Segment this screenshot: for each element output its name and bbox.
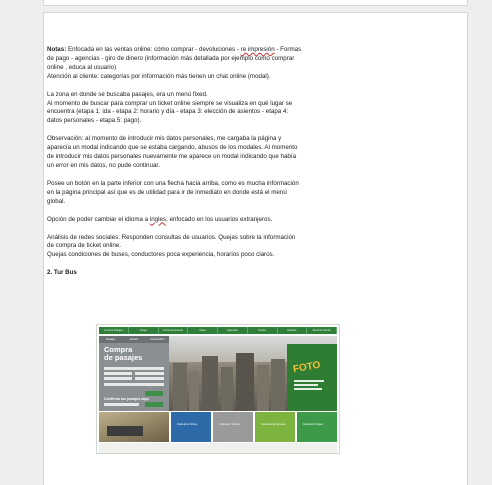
passengers-field (104, 383, 164, 386)
date-field (135, 372, 164, 375)
text-line: Al momento de buscar para comprar un ticket online siempre se visualiza en qué lugar se (47, 99, 293, 107)
text-line: Posee un botón en la parte inferior con una flecha hacia arriba, como es mucha información (47, 179, 299, 187)
building (271, 359, 285, 411)
building (202, 356, 218, 411)
panel-tab: Cancelación (150, 338, 165, 341)
panel-tabs (99, 336, 169, 343)
text-line: de introducir mis datos personales nuevamente me aparece un modal indicando que había (47, 153, 297, 161)
text-line: global. (47, 197, 66, 205)
hero-city-image (169, 336, 337, 411)
nav-item: Viajes (188, 327, 218, 334)
turbus-nav-bar (99, 327, 337, 334)
bus-shape (107, 426, 143, 436)
previous-page-edge (43, 0, 468, 6)
date-field (104, 372, 132, 375)
text-span: - Formas (274, 46, 302, 53)
building (257, 365, 269, 411)
panel-title: Compra de pasajes (104, 345, 143, 362)
text-line: aparecía un modal indicando que se estaba cargando, abusos de los modales. Al momento (47, 144, 298, 152)
bottom-row (99, 412, 337, 442)
panel-tab: Pasajes (106, 338, 116, 341)
text-line: Análisis de redes sociales: Responden consultas de usuarios. Quejas sobre la información (47, 233, 296, 241)
confirm-button (145, 402, 163, 407)
text-span: , enfocado en los usuarios extranjeros. (166, 215, 273, 223)
text-line: de compra de ticket online. (47, 242, 121, 250)
bus-photo (99, 412, 169, 442)
text-span: Opción de poder cambiar el idioma a (47, 215, 150, 223)
promo-line (294, 380, 324, 382)
paragraph-notas (47, 46, 359, 82)
document-body (47, 46, 359, 286)
text-line: La zona en donde se buscaba pasajes, era un menú fixed. (47, 90, 208, 98)
text-line: de pago - agencias - giro de dinero (información más detallada por ejemplo como comprar (47, 54, 295, 62)
section-heading: 2. Tur Bus (47, 269, 77, 277)
confirm-input (104, 403, 139, 406)
building (189, 371, 199, 411)
text-line: Quejas condiciones de buses, conductores poca experiencia, horarios poco claros. (47, 251, 275, 259)
text-line: datos personales - etapa 5: pago). (47, 117, 142, 125)
promo-word: FOTO (292, 359, 322, 376)
origin-field (104, 367, 164, 370)
nav-item: Servicio Cliente (307, 327, 337, 334)
text-line: Atención al cliente: categorías por información más tienen un chat online (modal). (47, 72, 271, 80)
notas-label: Notas: (47, 46, 67, 53)
search-button (145, 391, 163, 396)
nav-item: Noticias (278, 327, 308, 334)
tile-turbus: Cartelera Turbus (213, 412, 253, 442)
promo-line (294, 388, 322, 390)
date-field (104, 377, 132, 380)
text-line: en la página principal así que es de utilidad para ir de inmediato en donde está el menú (47, 188, 287, 196)
promo-banner (287, 344, 337, 411)
nav-item: Compra Pasajes (99, 327, 129, 334)
date-field (135, 377, 164, 380)
paragraph-boton (47, 180, 359, 207)
paragraph-zona (47, 91, 359, 127)
promo-line (294, 384, 318, 386)
nav-item: Agencias (218, 327, 248, 334)
text-line: online , educa al usuario) (47, 63, 117, 71)
panel-tab: Horario (129, 338, 139, 341)
text-line: Observación: al momento de introducir mis datos personales, me cargaba la página y (47, 135, 282, 143)
ticket-search-panel (99, 336, 169, 411)
spellcheck-word: ingles (149, 215, 167, 223)
tile-empresas: Cartelera Empresas (255, 412, 295, 442)
nav-item: Turbus Empresas (159, 327, 189, 334)
building (221, 367, 233, 411)
building (173, 363, 187, 411)
spellcheck-word: re impresión (240, 46, 275, 53)
tile-online: Cartelera Online (171, 412, 211, 442)
text-line: encuentra (etapa 1: ida - etapa 2: horario y día - etapa 3: elección de asientos - etapa 4: (47, 108, 289, 116)
building (236, 353, 254, 411)
nav-item: Turbus (248, 327, 278, 334)
site-footer (99, 443, 337, 453)
confirm-label: Confirma tus pasajes aquí (104, 397, 149, 401)
turbus-screenshot (96, 324, 340, 454)
nav-item: Carga (129, 327, 159, 334)
paragraph-redes (47, 234, 359, 261)
paragraph-idioma (47, 216, 359, 225)
tile-viajes: Cartelera Viajes (297, 412, 337, 442)
text-span: Enfocada en las ventas online: cómo comprar - devoluciones - (66, 46, 241, 53)
paragraph-observacion (47, 135, 359, 171)
text-line: un error en mis datos, no pude continuar. (47, 161, 160, 169)
